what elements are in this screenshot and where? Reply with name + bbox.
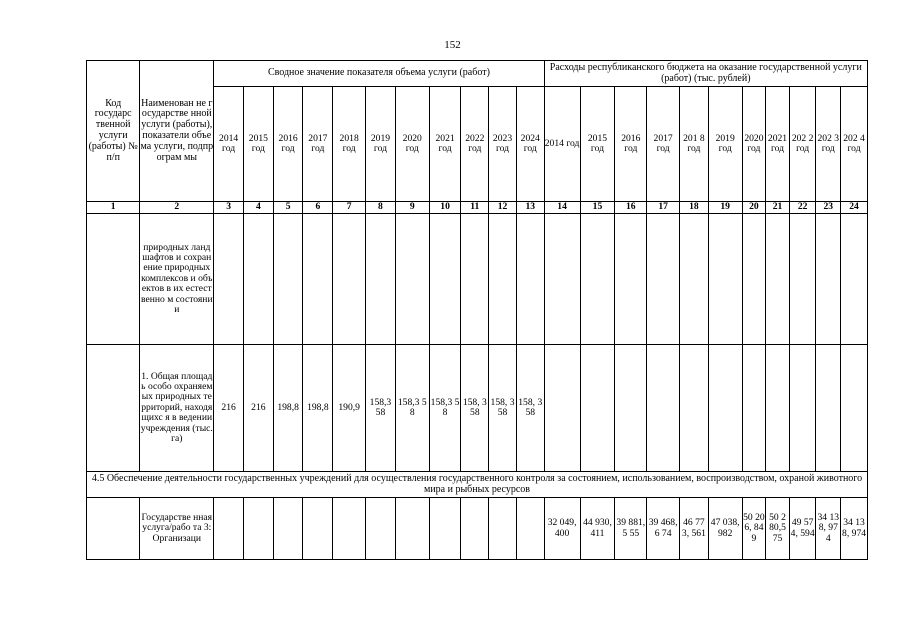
budget-value-cell [544,345,580,472]
budget-value-cell: 39 468,6 74 [647,498,680,560]
budget-value-cell: 34 138, 974 [816,498,841,560]
budget-value-cell [841,345,868,472]
name-column-header: Наименован не государстве нной услуги (работы), показатели объема услуги, подпрограм мы [140,61,214,202]
indicator-name-cell: 1. Общая площадь особо охраняемых природных территорий, находящихс я в ведении учреждения (тыс. га) [140,345,214,472]
budget-value-cell: 39 881,5 55 [615,498,647,560]
column-number: 2 [140,202,214,214]
code-column-header: Код государс твенной услуги (работы) № п/п [87,61,140,202]
column-number: 10 [429,202,461,214]
year-header: 2020 год [742,87,766,202]
year-header: 2015 год [580,87,615,202]
year-header: 2020 год [395,87,429,202]
budget-value-cell: 47 038, 982 [708,498,742,560]
budget-value-cell: 32 049, 400 [544,498,580,560]
column-number: 15 [580,202,615,214]
value-cell [395,214,429,345]
budget-value-cell: 44 930, 411 [580,498,615,560]
column-number: 19 [708,202,742,214]
budget-group-header: Расходы республиканского бюджета на оказание государственной услуги (работ) (тыс. рублей) [544,61,867,87]
budget-value-cell: 46 773, 561 [680,498,709,560]
volume-value-cell [214,498,244,560]
column-number: 17 [647,202,680,214]
column-number: 4 [243,202,273,214]
section-title: 4.5 Обеспечение деятельности государственных учреждений для осуществления государственного контроля за состоянием, использованием, воспроизводством, охраной животного мира и рыбных ресурсов [87,472,868,498]
table-row [87,214,868,345]
volume-value-cell: 198,8 [273,345,303,472]
column-number: 9 [395,202,429,214]
value-cell [516,214,544,345]
year-header: 2019 год [708,87,742,202]
budget-value-cell [708,345,742,472]
volume-value-cell: 198,8 [303,345,333,472]
year-header: 2018 год [333,87,366,202]
volume-value-cell: 158, 358 [516,345,544,472]
column-number-row [87,202,868,214]
service-name-cell: природных ландшафтов и сохранение природных комплексов и объектов в их естественно м состоянии [140,214,214,345]
column-number: 8 [366,202,396,214]
value-cell [489,214,517,345]
volume-value-cell [429,498,461,560]
volume-value-cell [489,498,517,560]
year-header: 2016 год [273,87,303,202]
value-cell [742,214,766,345]
year-header: 202 2 год [789,87,816,202]
value-cell [580,214,615,345]
volume-value-cell [243,498,273,560]
year-header: 2022 год [461,87,489,202]
column-number: 20 [742,202,766,214]
year-header: 202 3 год [816,87,841,202]
column-number: 23 [816,202,841,214]
value-cell [366,214,396,345]
volume-value-cell: 190,9 [333,345,366,472]
column-number: 14 [544,202,580,214]
table-row [87,498,868,560]
budget-value-cell [766,345,790,472]
volume-value-cell [516,498,544,560]
volume-value-cell [461,498,489,560]
volume-value-cell: 216 [214,345,244,472]
budget-value-cell [789,345,816,472]
budget-value-cell [615,345,647,472]
volume-value-cell: 158,3 58 [366,345,396,472]
value-cell [789,214,816,345]
code-cell [87,214,140,345]
volume-value-cell [303,498,333,560]
value-cell [841,214,868,345]
budget-value-cell [580,345,615,472]
column-number: 7 [333,202,366,214]
value-cell [766,214,790,345]
year-header: 201 8 год [680,87,709,202]
budget-value-cell [816,345,841,472]
year-header: 2023 год [489,87,517,202]
value-cell [544,214,580,345]
value-cell [214,214,244,345]
code-cell [87,345,140,472]
value-cell [303,214,333,345]
column-number: 21 [766,202,790,214]
value-cell [708,214,742,345]
column-number: 12 [489,202,517,214]
volume-value-cell: 158, 358 [489,345,517,472]
volume-value-cell [333,498,366,560]
value-cell [647,214,680,345]
volume-value-cell: 158,3 58 [429,345,461,472]
column-number: 11 [461,202,489,214]
volume-value-cell [273,498,303,560]
year-header: 2017 год [647,87,680,202]
section-row [87,472,868,498]
column-number: 24 [841,202,868,214]
year-header: 2019 год [366,87,396,202]
value-cell [333,214,366,345]
budget-value-cell: 50 206, 849 [742,498,766,560]
value-cell [680,214,709,345]
budget-value-cell [647,345,680,472]
budget-value-cell [742,345,766,472]
table-row [87,345,868,472]
budget-value-cell: 34 138, 974 [841,498,868,560]
column-number: 6 [303,202,333,214]
column-number: 5 [273,202,303,214]
budget-value-cell [680,345,709,472]
page-number: 152 [444,39,461,51]
value-cell [273,214,303,345]
year-header: 2021 год [766,87,790,202]
year-header: 2016 год [615,87,647,202]
year-header: 2024 год [516,87,544,202]
year-header: 2017 год [303,87,333,202]
budget-value-cell: 49 574, 594 [789,498,816,560]
value-cell [615,214,647,345]
value-cell [243,214,273,345]
code-cell [87,498,140,560]
volume-value-cell: 158, 358 [461,345,489,472]
service-name-cell: Государстве нная услуга/рабо та 3: Организаци [140,498,214,560]
services-table [86,60,868,560]
value-cell [461,214,489,345]
volume-group-header: Сводное значение показателя объема услуги (работ) [214,61,544,87]
volume-value-cell [366,498,396,560]
year-header: 2014 год [214,87,244,202]
volume-value-cell: 216 [243,345,273,472]
column-number: 16 [615,202,647,214]
year-header: 2015 год [243,87,273,202]
year-header: 2014 год [544,87,580,202]
volume-value-cell [395,498,429,560]
column-number: 18 [680,202,709,214]
value-cell [429,214,461,345]
column-number: 3 [214,202,244,214]
volume-value-cell: 158,3 58 [395,345,429,472]
budget-value-cell: 50 2 80,5 75 [766,498,790,560]
column-number: 1 [87,202,140,214]
value-cell [816,214,841,345]
column-number: 13 [516,202,544,214]
column-number: 22 [789,202,816,214]
year-header: 2021 год [429,87,461,202]
year-header: 202 4 год [841,87,868,202]
